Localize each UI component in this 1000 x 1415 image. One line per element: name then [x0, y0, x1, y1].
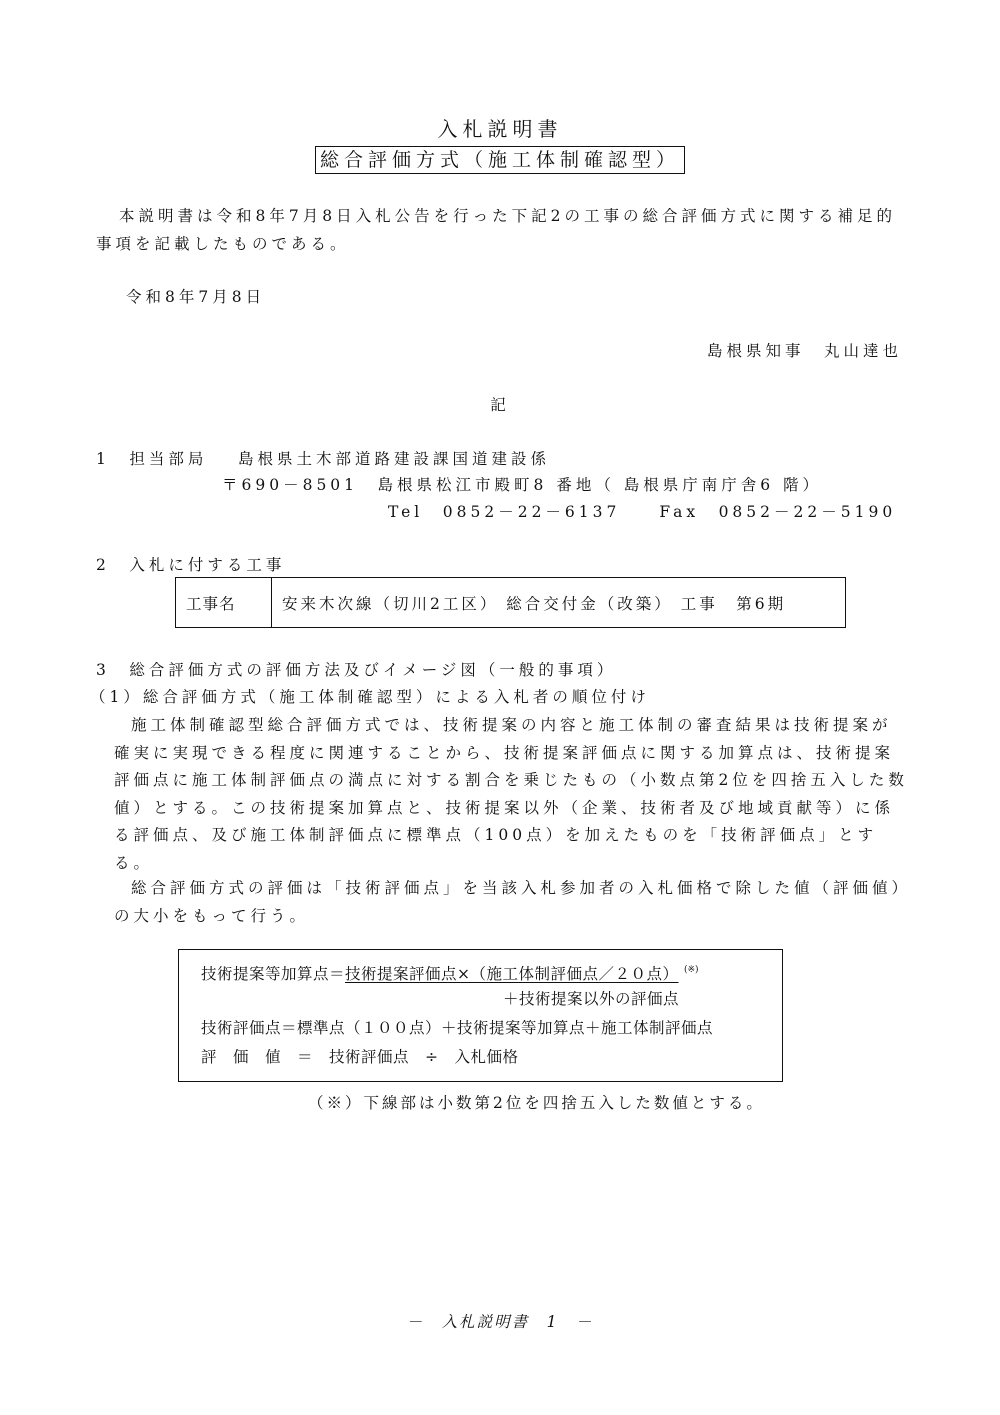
- formula-line-1-prefix: 技術提案等加算点＝: [201, 965, 346, 983]
- intro-paragraph: 本説明書は令和8年7月8日入札公告を行った下記2の工事の総合評価方式に関する補足的事項を記載したものである。: [96, 207, 896, 253]
- formula-line-3: 技術評価点＝標準点（１００点）＋技術提案等加算点＋施工体制評価点: [201, 1019, 714, 1037]
- department-contact: Tel 0852－22－6137 Fax 0852－22－5190: [388, 503, 897, 521]
- formula-line-4: 評 価 値 ＝ 技術評価点 ÷ 入札価格: [201, 1048, 519, 1066]
- work-name-table: [175, 577, 846, 628]
- document-subtitle-wrap: [0, 146, 1000, 174]
- section3-heading: 3 総合評価方式の評価方法及びイメージ図（一般的事項）: [96, 661, 617, 679]
- formula-line-1-underlined: 技術提案評価点×（施工体制評価点／２０点）: [345, 965, 679, 983]
- formula-box: [178, 949, 783, 1082]
- document-title: 入札説明書: [437, 117, 563, 141]
- formula-line-1: [201, 959, 699, 985]
- ki-mark: 記: [490, 396, 510, 414]
- department-address: 〒690－8501 島根県松江市殿町8 番地（ 島根県庁南庁舎6 階）: [222, 476, 823, 494]
- evaluation-paragraph-2: 総合評価方式の評価は「技術評価点」を当該入札参加者の入札価格で除した値（評価値）の大小をもって行う。: [114, 879, 904, 925]
- page-footer: － 入札説明書 1 －: [406, 1313, 594, 1331]
- work-name-value: 安来木次線（切川2工区） 総合交付金（改築） 工事 第6期: [282, 594, 787, 613]
- formula-note: （※）下線部は小数第2位を四捨五入した数値とする。: [308, 1094, 765, 1112]
- section2-heading: 2 入札に付する工事: [96, 556, 286, 574]
- department-name: 島根県土木部道路建設課国道建設係: [238, 450, 551, 468]
- evaluation-paragraph-1: 施工体制確認型総合評価方式では、技術提案の内容と施工体制の審査結果は技術提案が確実に実現できる程度に関連することから、技術提案評価点に関する加算点は、技術提案評価点に施工体制評価点の満点に対する割合を乗じたもの（小数点第2位を四捨五入した数値）とする。この技術提案加算点と、技術提案以外（企業、技術者及び地域貢献等）に係る評価点、及び施工体制評価点に標準点（100点）を加えたものを「技術評価点」とする。: [114, 716, 908, 872]
- section3-subheading: （1）総合評価方式（施工体制確認型）による入札者の順位付け: [90, 688, 650, 706]
- formula-note-mark: (※): [683, 965, 699, 975]
- section1-heading: 1 担当部局: [96, 450, 208, 468]
- work-name-label: 工事名: [176, 578, 272, 627]
- issue-date: 令和8年7月8日: [126, 288, 266, 306]
- document-subtitle: 総合評価方式（施工体制確認型）: [315, 146, 685, 174]
- formula-line-2: ＋技術提案以外の評価点: [503, 990, 680, 1008]
- issuer: 島根県知事 丸山達也: [706, 342, 902, 360]
